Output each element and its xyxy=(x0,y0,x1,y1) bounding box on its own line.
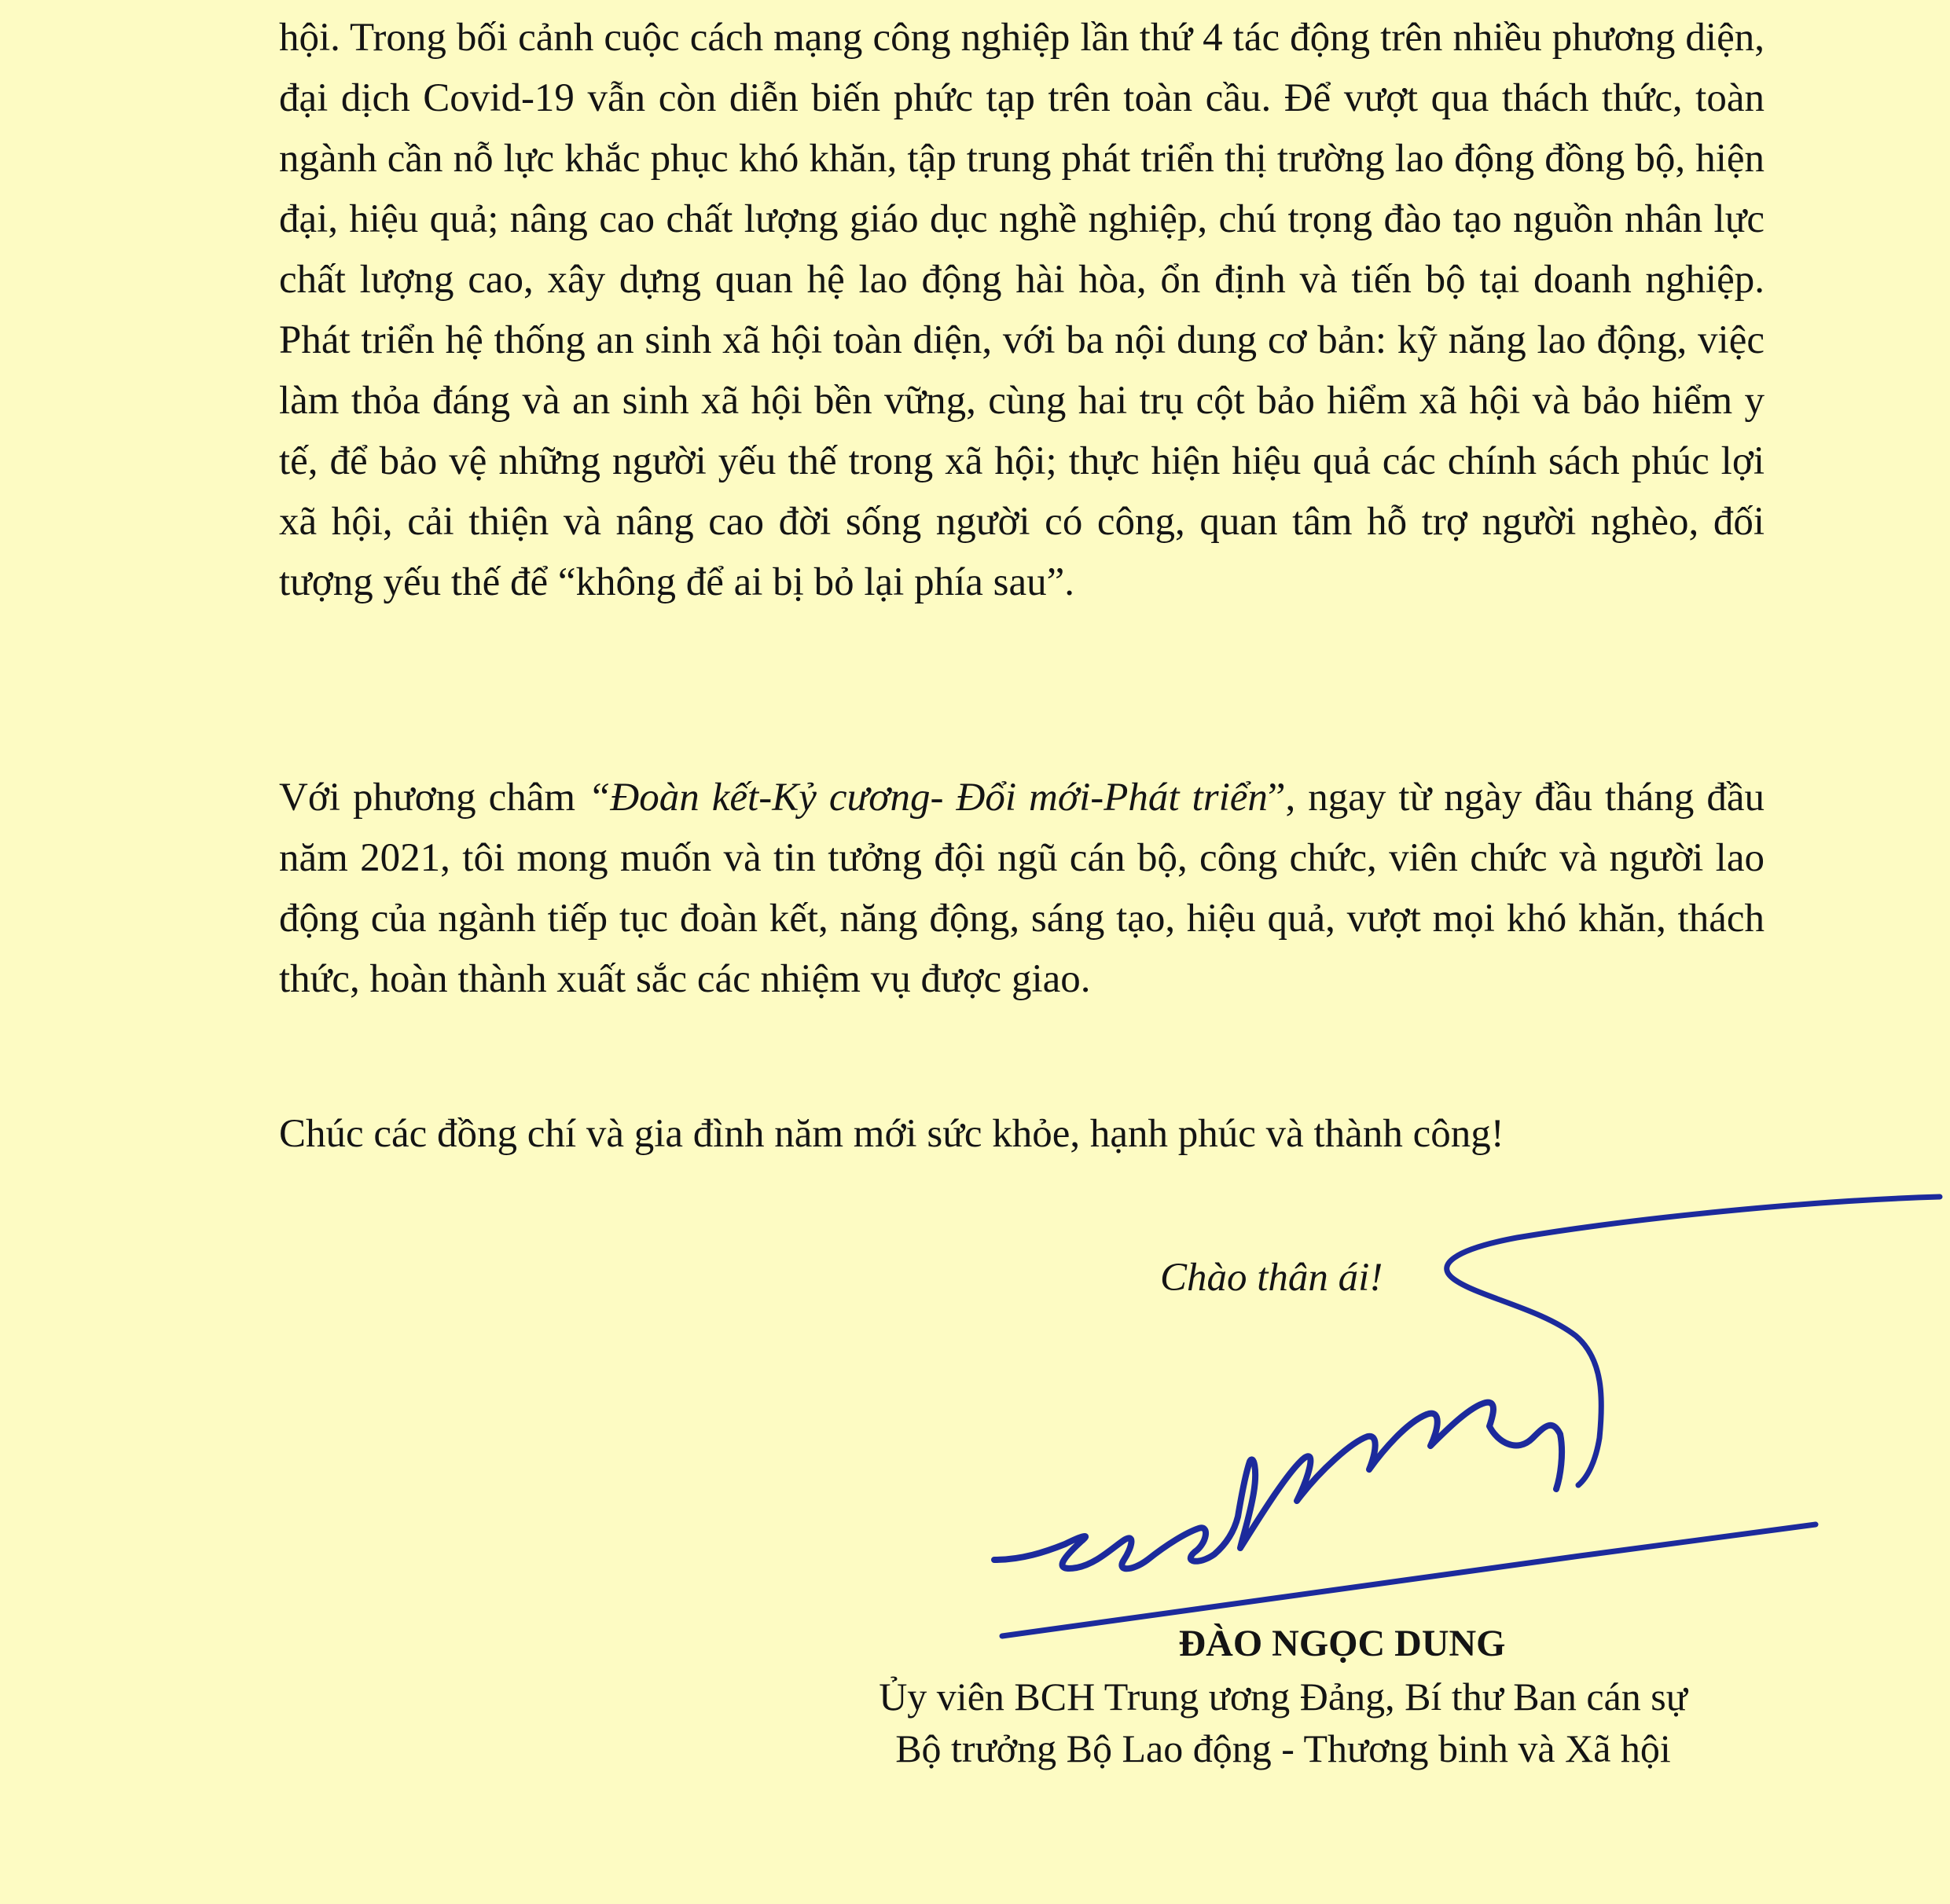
signature-letters xyxy=(994,1403,1562,1569)
motto-text: “Đoàn kết-Kỷ cương- Đổi mới-Phát triển xyxy=(588,776,1268,820)
signer-title-line-2: Bộ trưởng Bộ Lao động - Thương binh và Xã hội xyxy=(895,1726,1671,1770)
signer-block xyxy=(802,1617,1765,1774)
closing-greeting: Chào thân ái! xyxy=(1160,1256,1383,1300)
paragraph-social-security: hội. Trong bối cảnh cuộc cách mạng công nghiệp lần thứ 4 tác động trên nhiều phương diện, đại dịch Covid-19 vẫn còn diễn biến phức tạp trên toàn cầu. Để vượt qua thách thức, toàn ngành cần nỗ lực khắc phục khó khăn, tập trung phát triển thị trường lao động đồng bộ, hiện đại, hiệu quả; nâng cao chất lượng giáo dục nghề nghiệp, chú trọng đào tạo nguồn nhân lực chất lượng cao, xây dựng quan hệ lao động hài hòa, ổn định và tiến bộ tại doanh nghiệp. Phát triển hệ thống an sinh xã hội toàn diện, với ba nội dung cơ bản: kỹ năng lao động, việc làm thỏa đáng và an sinh xã hội bền vững, cùng hai trụ cột bảo hiểm xã hội và bảo hiểm y tế, để bảo vệ những người yếu thế trong xã hội; thực hiện hiệu quả các chính sách phúc lợi xã hội, cải thiện và nâng cao đời sống người có công, quan tâm hỗ trợ người nghèo, đối tượng yếu thế để “không để ai bị bỏ lại phía sau”. xyxy=(279,16,1765,604)
motto-suffix: ”, ngay từ ngày đầu tháng đầu năm 2021, tôi mong muốn và tin tưởng đội ngũ cán bộ, công chức, viên chức và người lao động của ngành tiếp tục đoàn kết, năng động, sáng tạo, hiệu quả, vượt mọi khó khăn, thách thức, hoàn thành xuất sắc các nhiệm vụ được giao. xyxy=(279,776,1765,1001)
paragraph-wishes: Chúc các đồng chí và gia đình năm mới sức khỏe, hạnh phúc và thành công! xyxy=(279,1112,1504,1156)
paragraph-motto xyxy=(279,768,1765,1010)
motto-prefix: Với phương châm xyxy=(279,776,589,820)
signature-strokes xyxy=(994,1197,1940,1636)
signer-title-line-1: Ủy viên BCH Trung ương Đảng, Bí thư Ban cán sự xyxy=(879,1675,1687,1719)
signer-name: ĐÀO NGỌC DUNG xyxy=(1178,1623,1506,1664)
signature-upper-stroke xyxy=(1447,1197,1940,1485)
